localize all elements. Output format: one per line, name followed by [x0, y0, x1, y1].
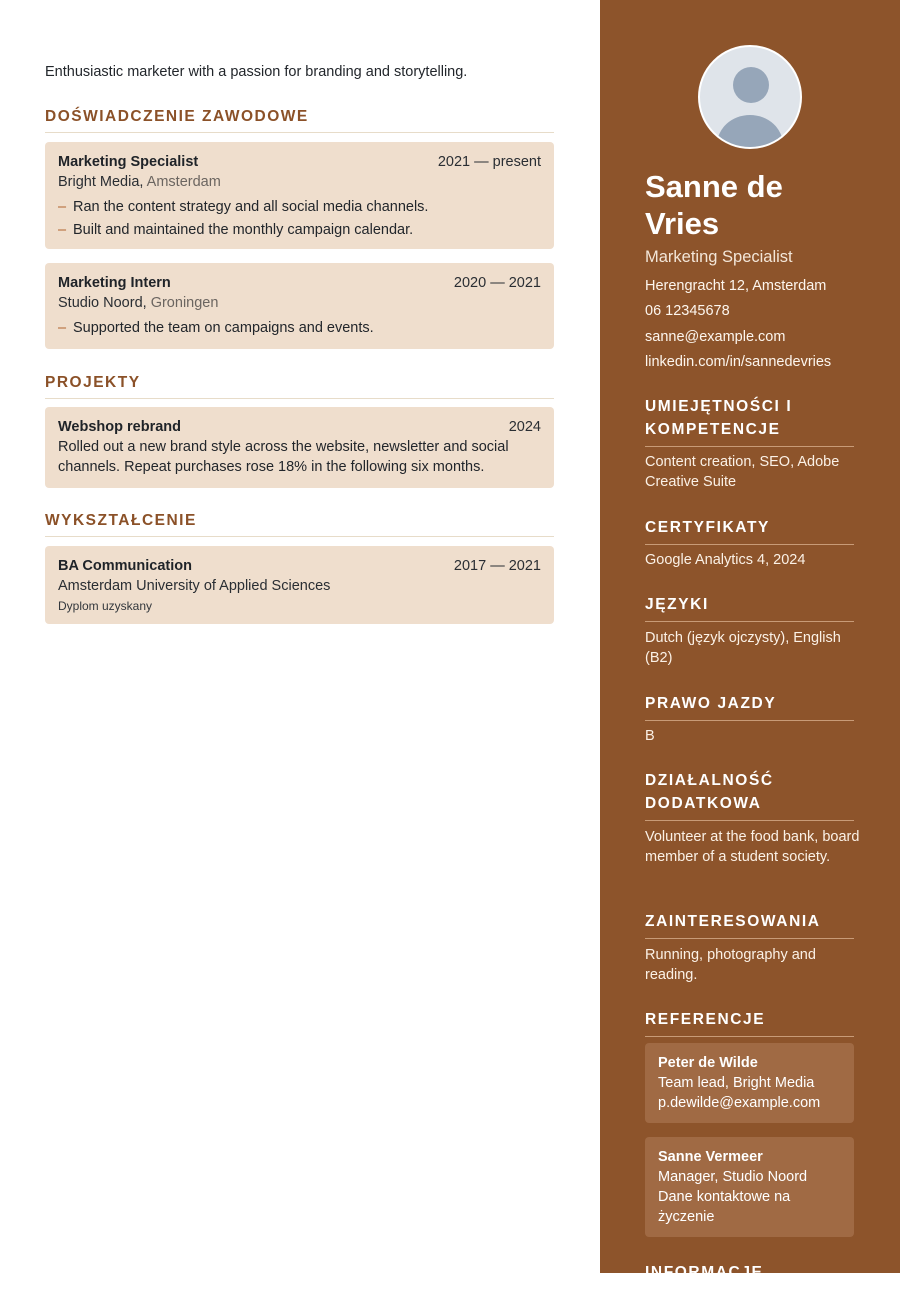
languages-section-title: JĘZYKI — [645, 593, 854, 622]
reference-contact: Dane kontaktowe na życzenie — [658, 1189, 791, 1225]
education-section-title: WYKSZTAŁCENIE — [45, 512, 554, 537]
company-city: Groningen — [150, 295, 219, 311]
list-item: – Supported the team on campaigns and events. — [58, 317, 541, 340]
projects-section-title: PROJEKTY — [45, 374, 554, 399]
education-dates: 2017 — 2021 — [453, 558, 541, 574]
activities-section-title: DZIAŁALNOŚĆ DODATKOWA — [645, 769, 854, 821]
person-name: Sanne de Vries — [645, 169, 783, 241]
reference-card — [645, 1137, 854, 1237]
person-job-title: Marketing Specialist — [645, 248, 793, 266]
sidebar — [600, 0, 900, 1281]
reference-name: Sanne Vermeer — [658, 1149, 763, 1165]
dash-icon: – — [58, 221, 67, 238]
dash-icon: – — [58, 199, 67, 215]
user-avatar-icon — [698, 45, 802, 149]
company-name: Bright Media, — [58, 174, 144, 190]
job-bullets — [58, 196, 541, 241]
certificates-text: Google Analytics 4, 2024 — [645, 552, 806, 568]
company-name: Studio Noord, — [58, 295, 147, 311]
avatar-shoulders — [717, 115, 783, 149]
certificates-section-title: CERTYFIKATY — [645, 516, 854, 545]
degree-note: Dyplom uzyskany — [58, 599, 153, 613]
experience-entry — [45, 142, 554, 249]
interests-text: Running, photography and reading. — [645, 947, 816, 983]
contact-linkedin[interactable]: linkedin.com/in/sannedevries — [645, 354, 832, 370]
job-role: Marketing Specialist — [58, 154, 199, 170]
contact-email[interactable]: sanne@example.com — [645, 329, 786, 345]
project-name: Webshop rebrand — [58, 419, 181, 435]
degree-name: BA Communication — [58, 558, 192, 574]
reference-contact[interactable]: p.dewilde@example.com — [658, 1095, 821, 1111]
references-section-title: REFERENCJE — [645, 1008, 854, 1037]
job-bullets — [58, 317, 541, 340]
reference-role: Manager, Studio Noord — [658, 1169, 808, 1185]
skills-text: Content creation, SEO, Adobe Creative Suite — [645, 454, 840, 490]
avatar-head — [733, 67, 769, 103]
job-company — [58, 172, 541, 192]
job-dates: 2020 — 2021 — [453, 275, 541, 291]
job-role: Marketing Intern — [58, 275, 171, 291]
reference-card — [645, 1043, 854, 1123]
company-city: Amsterdam — [146, 174, 221, 190]
education-entry — [45, 546, 554, 624]
project-year: 2024 — [508, 419, 541, 435]
languages-text: Dutch (język ojczysty), English (B2) — [645, 630, 841, 666]
profile-summary: Enthusiastic marketer with a passion for branding and storytelling. — [45, 64, 468, 80]
interests-section-title: ZAINTERESOWANIA — [645, 910, 854, 939]
dash-icon: – — [58, 320, 67, 336]
list-item: – Built and maintained the monthly campaign calendar. — [58, 219, 541, 242]
job-dates: 2021 — present — [437, 154, 541, 170]
reference-role: Team lead, Bright Media — [658, 1075, 815, 1091]
school-name: Amsterdam University of Applied Sciences — [58, 578, 331, 594]
experience-entry — [45, 263, 554, 349]
more-info-section-title: INFORMACJE — [645, 1264, 764, 1281]
project-entry — [45, 407, 554, 488]
contact-phone: 06 12345678 — [645, 303, 730, 319]
contact-address: Herengracht 12, Amsterdam — [645, 278, 827, 294]
license-section-title: PRAWO JAZDY — [645, 692, 854, 721]
license-text: B — [645, 728, 655, 744]
job-company — [58, 293, 541, 313]
activities-text: Volunteer at the food bank, board member of a student society. — [645, 829, 860, 865]
project-description: Rolled out a new brand style across the website, newsletter and social channels. Repeat purchases rose 18% in the following six months. — [58, 439, 509, 475]
experience-section-title: DOŚWIADCZENIE ZAWODOWE — [45, 108, 554, 133]
skills-section-title: UMIEJĘTNOŚCI I KOMPETENCJE — [645, 395, 854, 447]
list-item: – Ran the content strategy and all social media channels. — [58, 196, 541, 219]
reference-name: Peter de Wilde — [658, 1055, 758, 1071]
